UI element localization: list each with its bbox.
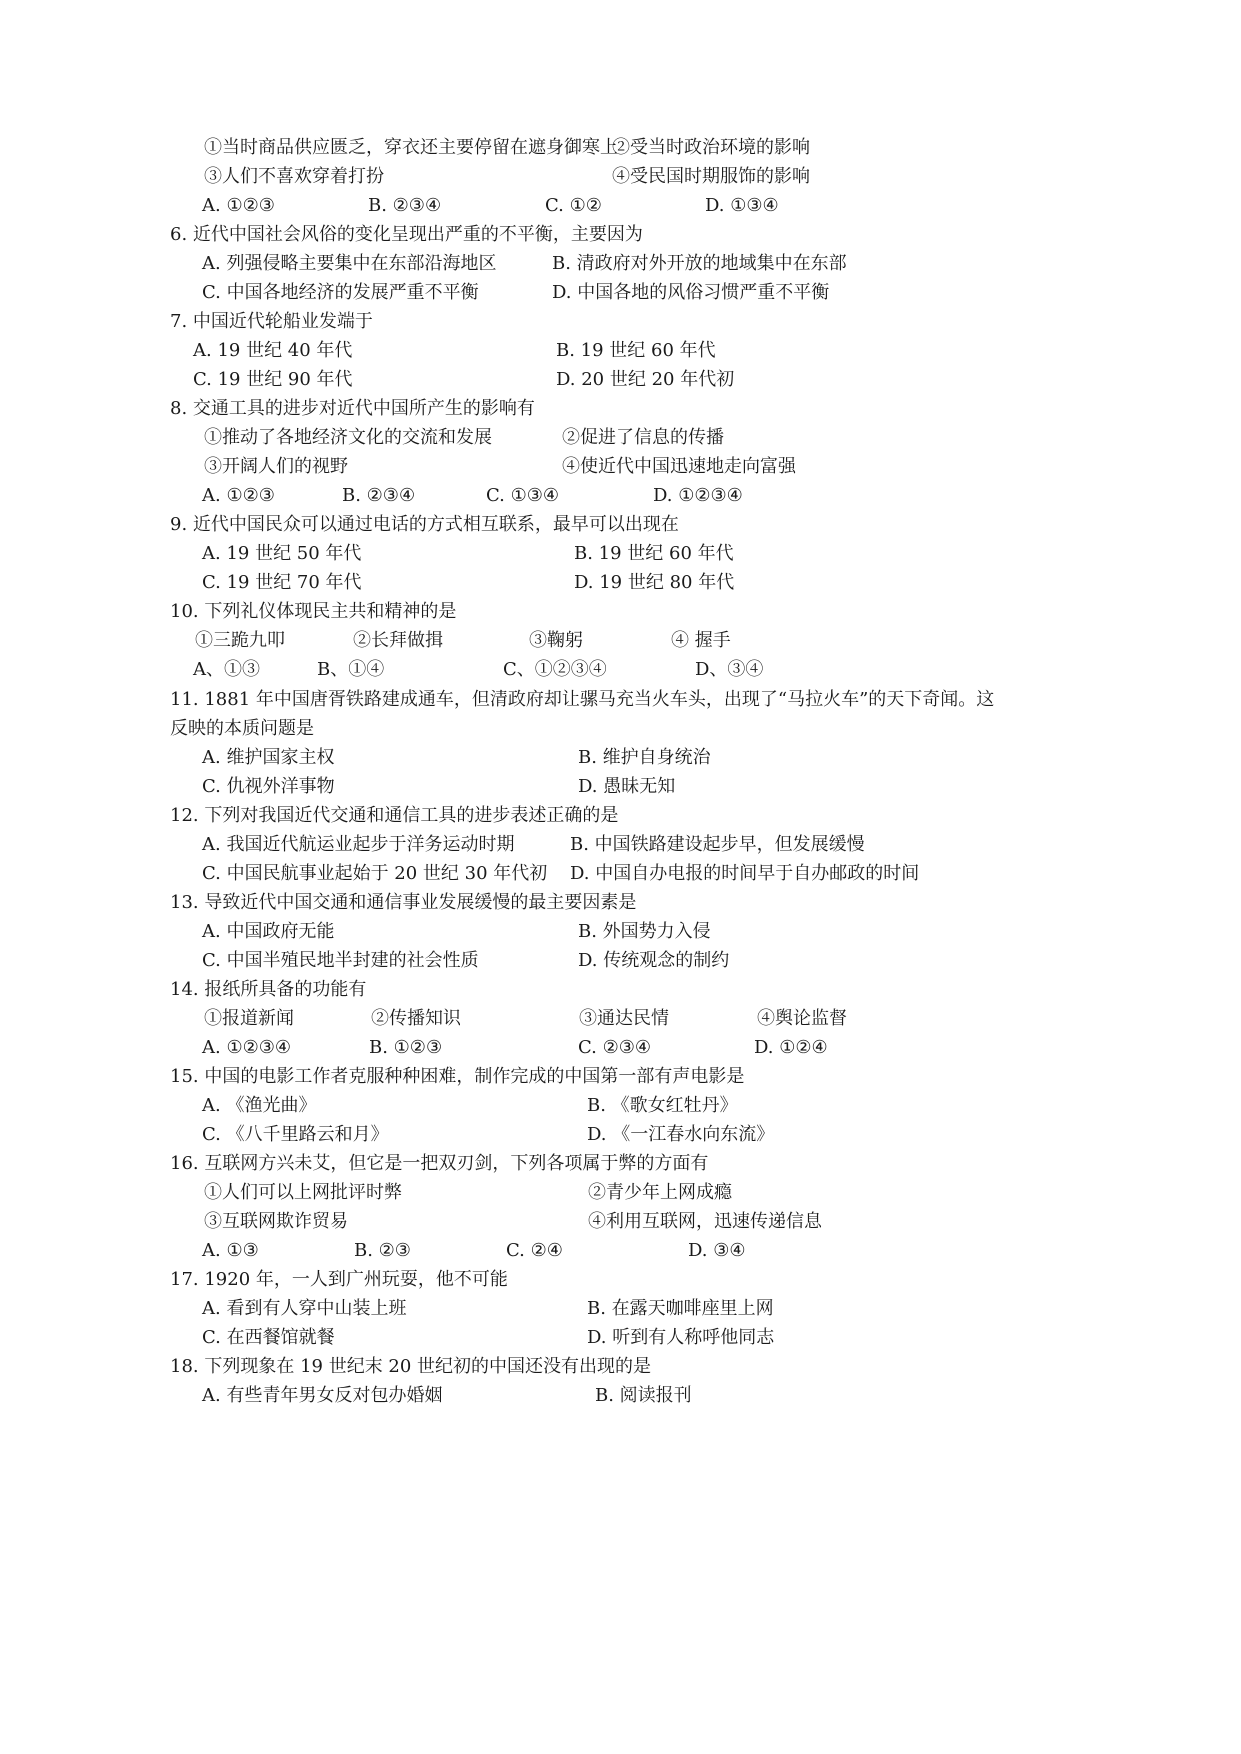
option-text: ②受当时政治环境的影响 — [612, 137, 810, 158]
question-text: 9. 近代中国民众可以通过电话的方式相互联系，最早可以出现在 — [170, 514, 679, 535]
question-text: 16. 互联网方兴未艾，但它是一把双刃剑，下列各项属于弊的方面有 — [170, 1153, 709, 1174]
option-text: B. 维护自身统治 — [578, 747, 711, 768]
option-text: C. ②④ — [506, 1240, 563, 1261]
text-line — [0, 132, 1241, 164]
option-text: D. 传统观念的制约 — [578, 950, 730, 971]
option-text: A. 列强侵略主要集中在东部沿海地区 — [202, 253, 497, 274]
text-line — [0, 1119, 1241, 1151]
option-text: A. 有些青年男女反对包办婚姻 — [202, 1385, 443, 1406]
text-line — [0, 1032, 1241, 1064]
text-line — [0, 1003, 1241, 1035]
option-text: C. 《八千里路云和月》 — [202, 1124, 389, 1145]
option-text: ②长拜做揖 — [353, 630, 443, 651]
text-line — [0, 190, 1241, 222]
option-text: A. 中国政府无能 — [202, 921, 335, 942]
option-text: ②传播知识 — [371, 1008, 461, 1029]
option-text: B. ②③④ — [342, 485, 416, 506]
question-text: 17. 1920 年，一人到广州玩耍，他不可能 — [170, 1269, 508, 1290]
option-text: D. 听到有人称呼他同志 — [587, 1327, 775, 1348]
option-text: A. 19 世纪 40 年代 — [193, 340, 353, 361]
option-text: ①报道新闻 — [204, 1008, 294, 1029]
option-text: B. 在露天咖啡座里上网 — [587, 1298, 774, 1319]
text-line — [0, 945, 1241, 977]
option-text: A. 维护国家主权 — [202, 747, 335, 768]
option-text: B. 中国铁路建设起步早，但发展缓慢 — [570, 834, 865, 855]
text-line — [0, 974, 1241, 1006]
option-text: ①人们可以上网批评时弊 — [204, 1182, 402, 1203]
text-line — [0, 1235, 1241, 1267]
option-text: C. ①② — [545, 195, 602, 216]
option-text: ③鞠躬 — [529, 630, 583, 651]
option-text: D. 中国各地的风俗习惯严重不平衡 — [552, 282, 830, 303]
option-text: D. 19 世纪 80 年代 — [574, 572, 735, 593]
option-text: A. 19 世纪 50 年代 — [202, 543, 362, 564]
text-line — [0, 742, 1241, 774]
option-text: C. 中国各地经济的发展严重不平衡 — [202, 282, 479, 303]
option-text: ①三跪九叩 — [195, 630, 285, 651]
text-line — [0, 916, 1241, 948]
text-line — [0, 1206, 1241, 1238]
option-text: ③人们不喜欢穿着打扮 — [204, 166, 384, 187]
text-line — [0, 1148, 1241, 1180]
option-text: B. 《歌女红牡丹》 — [587, 1095, 738, 1116]
text-line — [0, 1351, 1241, 1383]
option-text: B. 阅读报刊 — [595, 1385, 692, 1406]
question-text: 13. 导致近代中国交通和通信事业发展缓慢的最主要因素是 — [170, 892, 637, 913]
text-line — [0, 335, 1241, 367]
option-text: C. 19 世纪 90 年代 — [193, 369, 353, 390]
option-text: B. ②③ — [354, 1240, 411, 1261]
option-text: C. 19 世纪 70 年代 — [202, 572, 362, 593]
option-text: D. ③④ — [688, 1240, 746, 1261]
option-text: D、③④ — [695, 659, 764, 680]
option-text: ③互联网欺诈贸易 — [204, 1211, 348, 1232]
option-text: D. 愚昧无知 — [578, 776, 676, 797]
option-text: ②青少年上网成瘾 — [588, 1182, 732, 1203]
option-text: ④ 握手 — [671, 630, 731, 651]
option-text: A. ①③ — [202, 1240, 259, 1261]
option-text: B、①④ — [317, 659, 385, 680]
option-text: ③开阔人们的视野 — [204, 456, 348, 477]
text-line — [0, 771, 1241, 803]
option-text: B. 清政府对外开放的地域集中在东部 — [552, 253, 847, 274]
option-text: A、①③ — [193, 659, 260, 680]
text-line — [0, 887, 1241, 919]
text-line — [0, 684, 1241, 716]
option-text: C. 中国民航事业起始于 20 世纪 30 年代初 — [202, 863, 548, 884]
option-text: C. 仇视外洋事物 — [202, 776, 335, 797]
question-text: 18. 下列现象在 19 世纪末 20 世纪初的中国还没有出现的是 — [170, 1356, 652, 1377]
text-line — [0, 277, 1241, 309]
text-line — [0, 625, 1241, 657]
option-text: B. ①②③ — [369, 1037, 443, 1058]
option-text: D. 《一江春水向东流》 — [587, 1124, 775, 1145]
option-text: D. 20 世纪 20 年代初 — [556, 369, 735, 390]
question-text: 8. 交通工具的进步对近代中国所产生的影响有 — [170, 398, 535, 419]
text-line — [0, 1293, 1241, 1325]
text-line — [0, 422, 1241, 454]
text-line — [0, 364, 1241, 396]
option-text: B. 19 世纪 60 年代 — [574, 543, 734, 564]
option-text: C. ①③④ — [486, 485, 559, 506]
option-text: ④利用互联网，迅速传递信息 — [588, 1211, 822, 1232]
text-line — [0, 161, 1241, 193]
text-line — [0, 567, 1241, 599]
option-text: ①推动了各地经济文化的交流和发展 — [204, 427, 492, 448]
option-text: A. ①②③ — [202, 485, 275, 506]
text-line — [0, 1380, 1241, 1412]
option-text: A. ①②③ — [202, 195, 275, 216]
text-line — [0, 713, 1241, 745]
text-line — [0, 248, 1241, 280]
option-text: ④受民国时期服饰的影响 — [612, 166, 810, 187]
question-text: 反映的本质问题是 — [170, 718, 314, 739]
text-line — [0, 480, 1241, 512]
option-text: D. ①③④ — [705, 195, 779, 216]
option-text: B. ②③④ — [368, 195, 442, 216]
text-line — [0, 858, 1241, 890]
option-text: C. 中国半殖民地半封建的社会性质 — [202, 950, 479, 971]
option-text: ④使近代中国迅速地走向富强 — [562, 456, 796, 477]
text-line — [0, 1264, 1241, 1296]
option-text: A. 《渔光曲》 — [202, 1095, 317, 1116]
text-line — [0, 596, 1241, 628]
text-line — [0, 1061, 1241, 1093]
option-text: B. 外国势力入侵 — [578, 921, 711, 942]
text-line — [0, 654, 1241, 686]
option-text: ②促进了信息的传播 — [562, 427, 724, 448]
question-text: 14. 报纸所具备的功能有 — [170, 979, 367, 1000]
text-line — [0, 538, 1241, 570]
text-line — [0, 1177, 1241, 1209]
option-text: A. 我国近代航运业起步于洋务运动时期 — [202, 834, 515, 855]
option-text: D. 中国自办电报的时间早于自办邮政的时间 — [570, 863, 920, 884]
option-text: ①当时商品供应匮乏，穿衣还主要停留在遮身御寒上 — [204, 137, 618, 158]
question-text: 11. 1881 年中国唐胥铁路建成通车，但清政府却让骡马充当火车头，出现了“马拉火车”的天下奇闻。这 — [170, 689, 995, 710]
text-line — [0, 1090, 1241, 1122]
option-text: B. 19 世纪 60 年代 — [556, 340, 716, 361]
text-line — [0, 829, 1241, 861]
text-line — [0, 800, 1241, 832]
question-text: 12. 下列对我国近代交通和通信工具的进步表述正确的是 — [170, 805, 619, 826]
text-line — [0, 219, 1241, 251]
option-text: A. ①②③④ — [202, 1037, 291, 1058]
text-line — [0, 509, 1241, 541]
option-text: ③通达民情 — [579, 1008, 669, 1029]
question-text: 15. 中国的电影工作者克服种种困难，制作完成的中国第一部有声电影是 — [170, 1066, 745, 1087]
option-text: ④舆论监督 — [757, 1008, 847, 1029]
question-text: 6. 近代中国社会风俗的变化呈现出严重的不平衡，主要因为 — [170, 224, 643, 245]
option-text: D. ①②③④ — [653, 485, 743, 506]
question-text: 7. 中国近代轮船业发端于 — [170, 311, 373, 332]
option-text: C、①②③④ — [503, 659, 607, 680]
option-text: C. ②③④ — [578, 1037, 651, 1058]
text-line — [0, 393, 1241, 425]
question-text: 10. 下列礼仪体现民主共和精神的是 — [170, 601, 457, 622]
text-line — [0, 306, 1241, 338]
text-line — [0, 1322, 1241, 1354]
text-line — [0, 451, 1241, 483]
option-text: A. 看到有人穿中山装上班 — [202, 1298, 407, 1319]
option-text: D. ①②④ — [754, 1037, 828, 1058]
option-text: C. 在西餐馆就餐 — [202, 1327, 335, 1348]
